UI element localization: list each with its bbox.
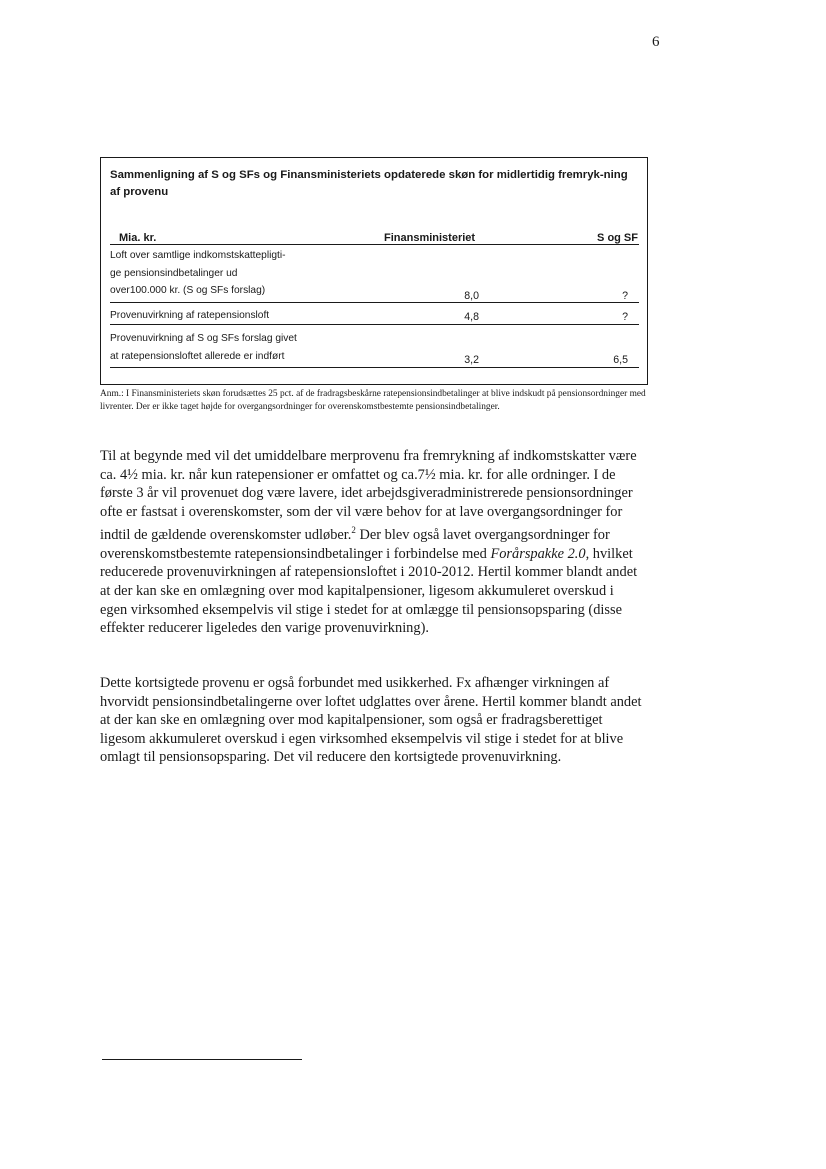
footnote-reference: 2 <box>351 525 356 536</box>
table-cell-s-og-sf: ? <box>622 290 628 302</box>
footnote-separator <box>102 1059 302 1060</box>
table-cell-s-og-sf: 6,5 <box>613 354 628 366</box>
row-divider <box>110 324 639 325</box>
table-row-label: Provenuvirkning af ratepensionsloft <box>110 310 270 321</box>
row-divider <box>110 367 639 368</box>
table-row-label: Loft over samtlige indkomstskattepligti- ge pensionsindbetalinger ud over100.000 kr. (S og SFs forslag) <box>110 250 286 296</box>
table-cell-finansministeriet: 3,2 <box>464 354 479 366</box>
page-number: 6 <box>652 34 660 50</box>
table-cell-finansministeriet: 8,0 <box>464 290 479 302</box>
table-cell-finansministeriet: 4,8 <box>464 311 479 323</box>
table-row-label: Provenuvirkning af S og SFs forslag givet at ratepensionsloftet allerede er indført <box>110 333 297 362</box>
row-divider <box>110 302 639 303</box>
body-paragraph-1: Til at begynde med vil det umiddelbare merprovenu fra fremrykning af indkomstskatter være ca. 4½ mia. kr. når kun ratepensioner er omfattet og ca.7½ mia. kr. for alle ordninger. I de første 3 år vil provenuet dog være lavere, idet arbejdsgiveradministrerede pensionsordninger ofte er fastsat i overenskomster, som der vil være behov for at lave overgangsordninger for indtil de gældende overenskomster udløber.$^2$ Der blev også lavet overgangsordninger for overenskomstbestemte ratepensionsindbetalinger i forbindelse med Forårspakke 2.0, hvilket reducerede provenuvirkningen af ratepensionsloftet i 2010-2012. Hertil kommer blandt andet at der kan ske en omlægning over mod kapitalpensioner, ligesom akkumuleret overskud i egen virksomhed eksempelvis vil stige i stedet for at omlægge til pensionsopsparing (disse effekter reducerer ligeledes den varige provenuvirkning). <box>100 448 638 637</box>
table-note: Anm.: I Finansministeriets skøn forudsættes 25 pct. af de fradragsbeskårne ratepensionsindbetalinger at blive indskudt på pensionsordninger med livrenter. Der er ikke taget højde for overgangsordninger for overenskomstbestemte pensionsindbetalinger. <box>100 389 646 412</box>
comparison-table <box>100 157 648 385</box>
table-title: Sammenligning af S og SFs og Finansministeriets opdaterede skøn for midlertidig fremryk-ning af provenu <box>110 169 628 198</box>
header-underline <box>110 244 639 245</box>
body-paragraph-2: Dette kortsigtede provenu er også forbundet med usikkerhed. Fx afhænger virkningen af hvorvidt pensionsindbetalingerne over loftet udglattes over årene. Hertil kommer blandt andet at der kan ske en omlægning over mod kapitalpensioner, som også er fradragsberettiget ligesom akkumuleret overskud i egen virksomhed eksempelvis vil stige i stedet for at blive omlagt til pensionsopsparing. Det vil reducere den kortsigtede provenuvirkning. <box>100 675 642 766</box>
column-header-s-og-sf: S og SF <box>597 232 638 244</box>
column-header-unit: Mia. kr. <box>119 232 157 244</box>
publication-title: Forårspakke 2.0 <box>490 545 586 562</box>
column-header-finansministeriet: Finansministeriet <box>384 232 476 244</box>
table-cell-s-og-sf: ? <box>622 311 628 323</box>
